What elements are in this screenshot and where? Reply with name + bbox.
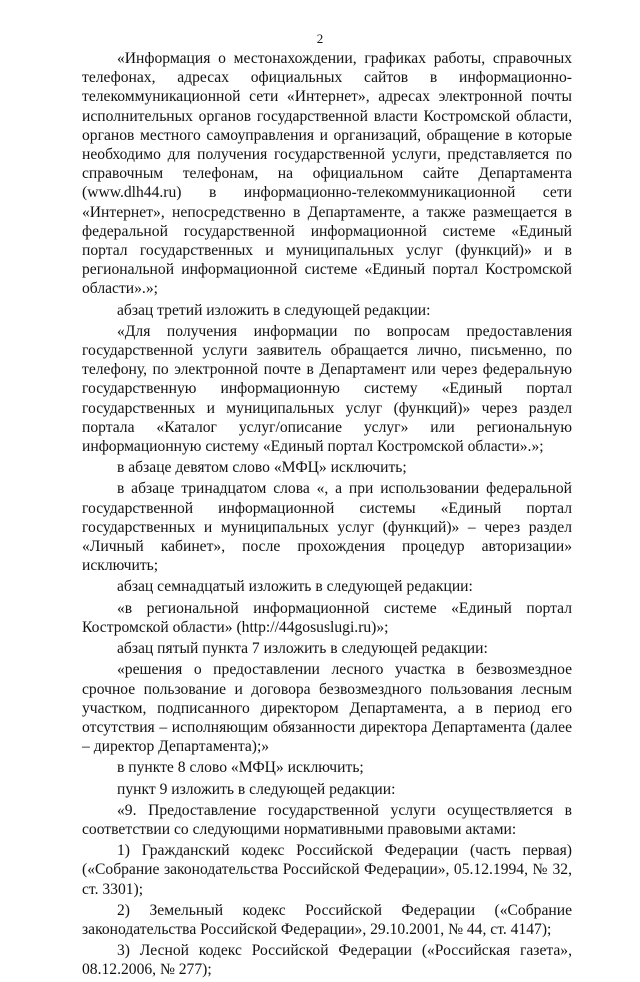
paragraph-amend-item9: пункт 9 изложить в следующей редакции: bbox=[117, 780, 396, 798]
paragraph-amend-ninth: в абзаце девятом слово «МФЦ» исключить; bbox=[117, 459, 407, 477]
paragraph-decision: «решения о предоставлении лесного участка в безвозмездное срочное пользование и договора безвозмездного пользования лесным участком, подписанного директором Департамента, а в период его отсутствия – исполняющим обязанности директора Департамента (далее – директор Департамента);» bbox=[82, 661, 572, 756]
list-item-land-code: 2) Земельный кодекс Российской Федерации («Собрание законодательства Российской Федерации», 29.10.2001, № 44, ст. 4147); bbox=[82, 901, 572, 938]
paragraph-info-request: «Для получения информации по вопросам предоставления государственной услуги заявитель обращается лично, письменно, по телефону, по электронной почте в Департамент или через федеральную государственную информационную систему «Единый портал государственных и муниципальных услуг (функций)» через раздел портала «Каталог услуг/описание услуг» или региональную информационную систему «Единый портал Костромской области».»; bbox=[82, 322, 572, 456]
paragraph-info-location: «Информация о местонахождении, графиках работы, справочных телефонах, адресах официальных сайтов в информационно-телекоммуникационной сети «Интернет», адресах электронной почты исполнительных органов государственной власти Костромской области, органов местного самоуправления и организаций, обращение в которые необходимо для получения государственной услуги, представляется по справочным телефонам, на официальном сайте Департамента (www.dlh44.ru) в информационно-телекоммуникационной сети «Интернет», непосредственно в Департаменте, а также размещается в федеральной государственной информационной системе «Единый портал государственных и муниципальных услуг (функций)» и в региональной информационной системе «Единый портал Костромской области».»; bbox=[82, 50, 572, 298]
paragraph-amend-thirteenth: в абзаце тринадцатом слова «, а при использовании федеральной государственной информационной системы «Единый портал государственных и муниципальных услуг (функций)» – через раздел «Личный кабинет», после прохождения процедур авторизации» исключить; bbox=[82, 480, 572, 575]
list-item-forest-code: 3) Лесной кодекс Российской Федерации («Российская газета», 08.12.2006, № 277); bbox=[82, 942, 572, 979]
list-item-civil-code: 1) Гражданский кодекс Российской Федерации (часть первая) («Собрание законодательства Российской Федерации», 05.12.1994, № 32, ст. 3301); bbox=[82, 842, 572, 898]
paragraph-amend-item7: абзац пятый пункта 7 изложить в следующей редакции: bbox=[117, 640, 488, 658]
paragraph-regional-portal: «в региональной информационной системе «Единый портал Костромской области» (http://44gosuslugi.ru)»; bbox=[82, 599, 572, 636]
paragraph-item9-intro: «9. Предоставление государственной услуги осуществляется в соответствии со следующими нормативными правовыми актами: bbox=[82, 801, 572, 838]
paragraph-amend-item8: в пункте 8 слово «МФЦ» исключить; bbox=[117, 759, 364, 777]
document-body bbox=[82, 49, 572, 982]
paragraph-amend-third: абзац третий изложить в следующей редакции: bbox=[117, 301, 431, 319]
page-number: 2 bbox=[316, 31, 324, 46]
paragraph-amend-seventeenth: абзац семнадцатый изложить в следующей редакции: bbox=[117, 578, 473, 596]
